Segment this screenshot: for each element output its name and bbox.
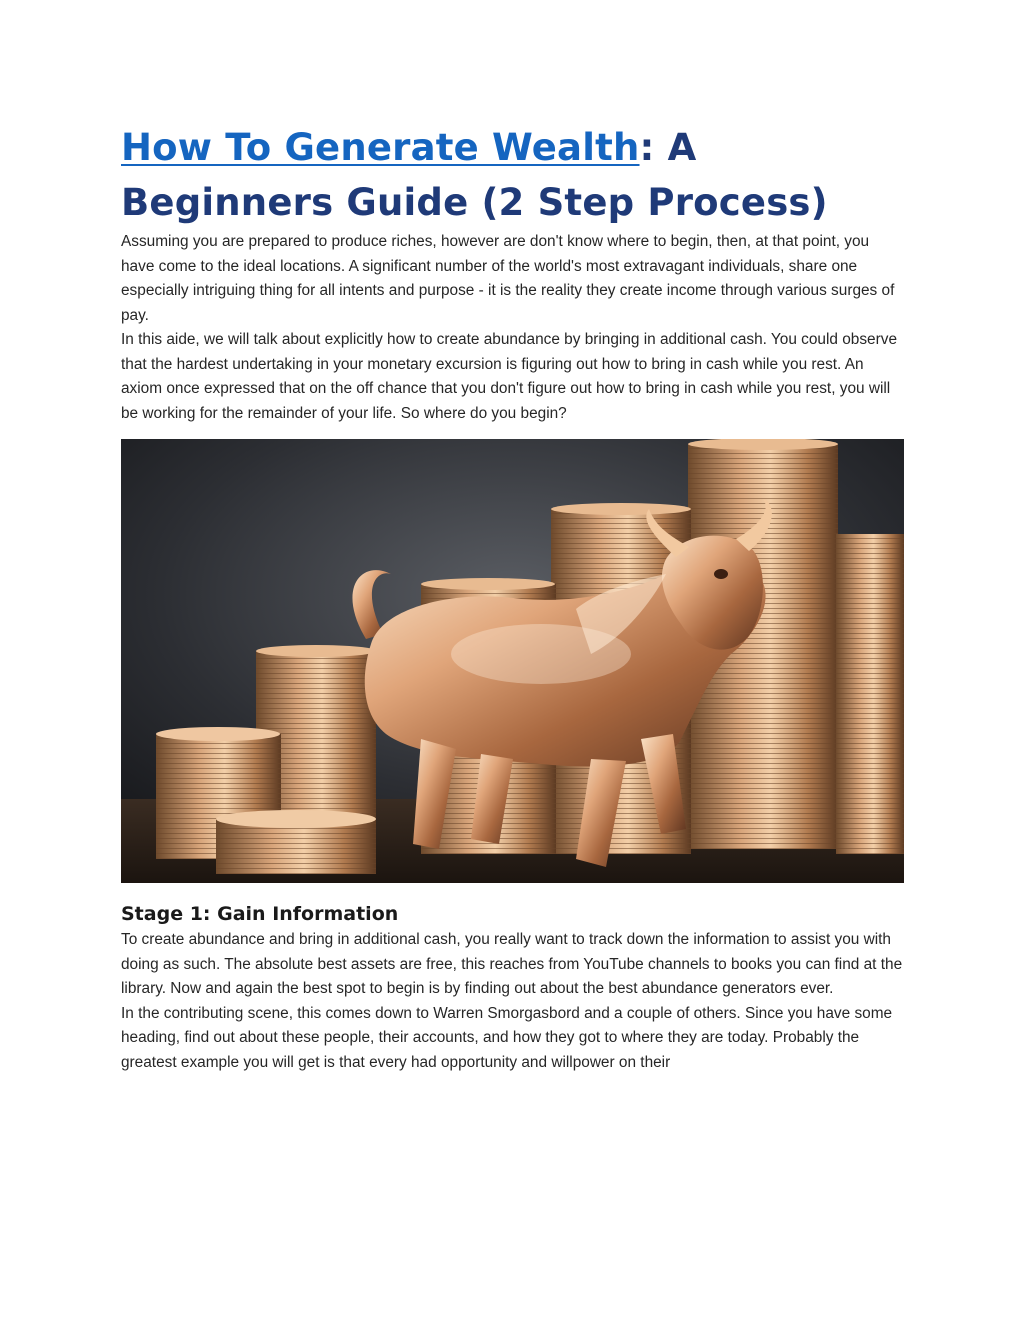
stage1-paragraph-2: In the contributing scene, this comes down to Warren Smorgasbord and a couple of others. Since you have some heading, find out about these people, their accounts, and how they got to where they are today. Probably the greatest example you will get is that every had opportunity and willpower on their — [121, 1004, 893, 1071]
page-title — [121, 120, 904, 230]
title-rest: : A Beginners Guide (2 Step Process) — [121, 126, 828, 224]
document-page — [121, 120, 904, 1075]
intro-paragraph-2: In this aide, we will talk about explicitly how to create abundance by bringing in additional cash. You could observe that the hardest undertaking in your monetary excursion is figuring out how to bring in cash while you rest. An axiom once expressed that on the off chance that you don't figure out how to bring in cash while you rest, you will be working for the remainder of your life. So where do you begin? — [121, 331, 898, 422]
title-link[interactable]: How To Generate Wealth — [121, 126, 640, 169]
section-heading-stage-1: Stage 1: Gain Information — [121, 903, 399, 925]
golden-bull-coins-image — [121, 439, 904, 883]
intro-paragraph-1: Assuming you are prepared to produce riches, however are don't know where to begin, then, at that point, you have come to the ideal locations. A significant number of the world's most extravagant individuals, share one especially intriguing thing for all intents and purpose - it is the reality they create income through various surges of pay. — [121, 233, 895, 324]
stage1-paragraph-1: To create abundance and bring in additional cash, you really want to track down the information to assist you with doing as such. The absolute best assets are free, this reaches from YouTube channels to books you can find at the library. Now and again the best spot to begin is by finding out about the best abundance generators ever. — [121, 931, 903, 997]
